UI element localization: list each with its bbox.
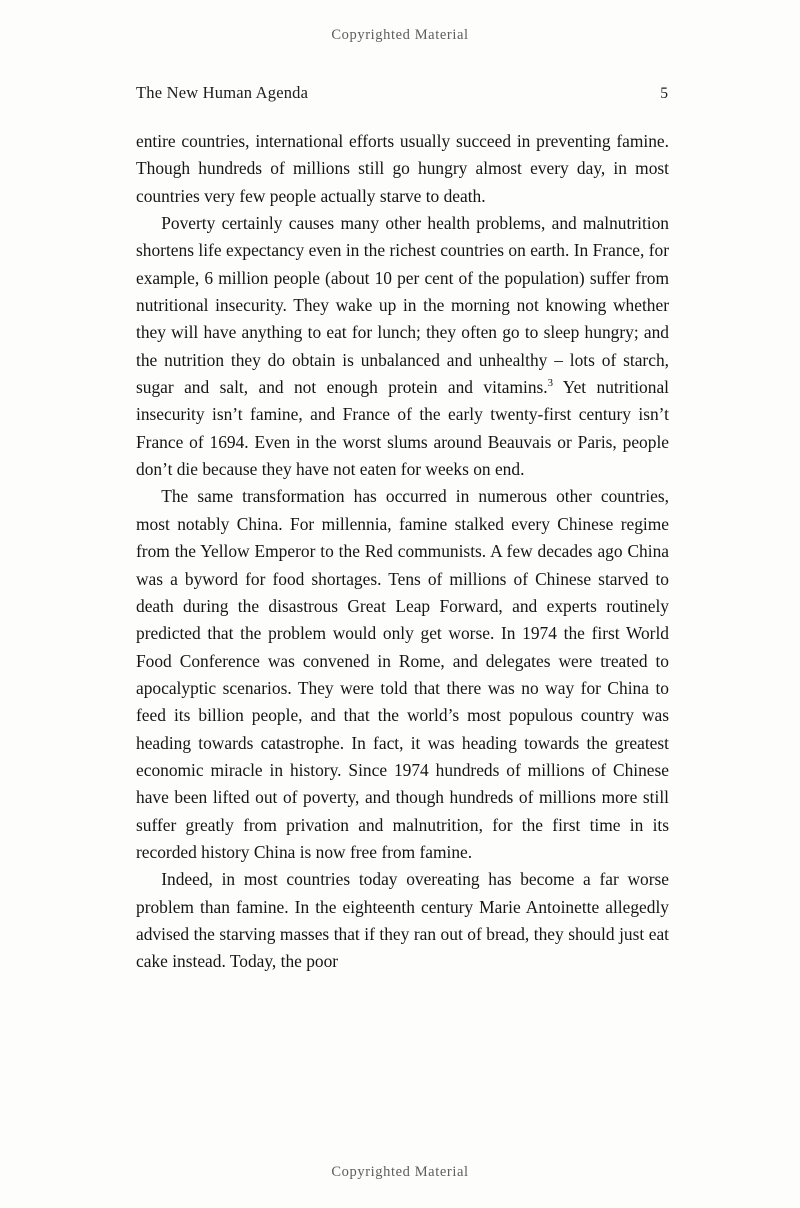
paragraph-4: Indeed, in most countries today overeating has become a far worse problem than famine. In the eighteenth century Marie Antoinette allegedly advised the starving masses that if they ran out of bread, they should just eat cake instead. Today, the poor [136, 869, 669, 972]
running-head [136, 83, 668, 103]
paragraph-2-text-after-note: Yet nutritional insecurity isn’t famine, and France of the early twenty-first century isn’t France of 1694. Even in the worst slums around Beauvais or Paris, people don’t die because they have not eaten for weeks on end. [136, 377, 669, 480]
paragraph-2-text-before-note: Poverty certainly causes many other health problems, and malnutrition shortens life expectancy even in the richest countries on earth. In France, for example, 6 million people (about 10 per cent of the population) suffer from nutritional insecurity. They wake up in the morning not knowing whether they will have anything to eat for lunch; they often go to sleep hungry; and the nutrition they do obtain is unbalanced and unhealthy – lots of starch, sugar and salt, and not enough protein and vitamins. [136, 213, 669, 398]
paragraph-1: entire countries, international efforts usually succeed in preventing famine. Though hundreds of millions still go hungry almost every day, in most countries very few people actually starve to death. [136, 131, 669, 206]
page-number: 5 [660, 85, 668, 102]
paragraph-2 [136, 210, 669, 483]
body-text [136, 128, 669, 976]
footnote-marker-3: 3 [547, 377, 554, 390]
chapter-title: The New Human Agenda [136, 83, 309, 102]
copyright-watermark-top: Copyrighted Material [331, 27, 469, 43]
copyright-watermark-bottom: Copyrighted Material [331, 1164, 469, 1180]
paragraph-3: The same transformation has occurred in numerous other countries, most notably China. For millennia, famine stalked every Chinese regime from the Yellow Emperor to the Red communists. A few decades ago China was a byword for food shortages. Tens of millions of Chinese starved to death during the disastrous Great Leap Forward, and experts routinely predicted that the problem would only get worse. In 1974 the first World Food Conference was convened in Rome, and delegates were treated to apocalyptic scenarios. They were told that there was no way for China to feed its billion people, and that the world’s most populous country was heading towards catastrophe. In fact, it was heading towards the greatest economic miracle in history. Since 1974 hundreds of millions of Chinese have been lifted out of poverty, and though hundreds of millions more still suffer greatly from privation and malnutrition, for the first time in its recorded history China is now free from famine. [136, 486, 669, 862]
